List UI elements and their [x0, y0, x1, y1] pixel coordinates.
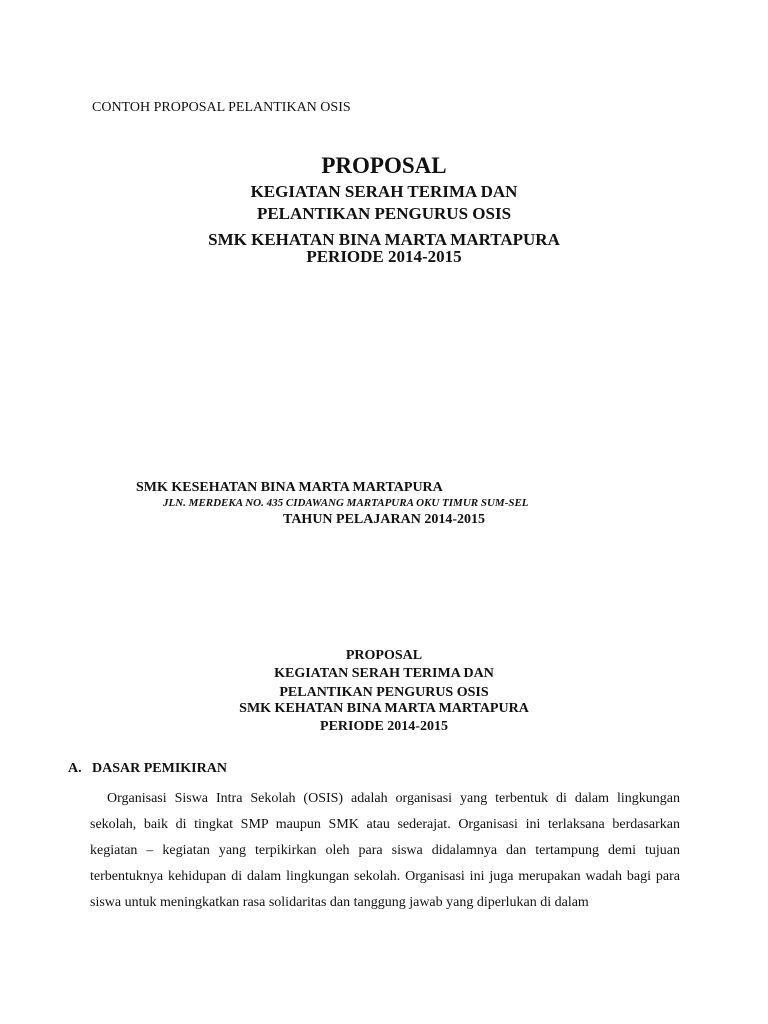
header-note: CONTOH PROPOSAL PELANTIKAN OSIS	[92, 100, 351, 115]
second-line-4: PERIODE 2014-2015	[320, 719, 448, 734]
cover-line-4: PERIODE 2014-2015	[306, 247, 462, 266]
section-a-paragraph: Organisasi Siswa Intra Sekolah (OSIS) adalah organisasi yang terbentuk di dalam lingkungan sekolah, baik di tingkat SMP maupun SMK atau sederajat. Organisasi ini terlaksana berdasarkan kegiatan – kegiatan yang terpikirkan oleh para siswa didalamnya dan tertampung demi tujuan terbentuknya kehidupan di dalam lingkungan sekolah. Organisasi ini juga merupakan wadah bagi para siswa untuk meningkatkan rasa solidaritas dan tanggung jawab yang diperlukan di dalam	[90, 791, 680, 910]
school-year: TAHUN PELAJARAN 2014-2015	[283, 512, 485, 527]
school-name: SMK KESEHATAN BINA MARTA MARTAPURA	[136, 480, 443, 495]
cover-line-3: SMK KEHATAN BINA MARTA MARTAPURA	[208, 230, 560, 249]
school-address: JLN. MERDEKA NO. 435 CIDAWANG MARTAPURA OKU TIMUR SUM-SEL	[163, 497, 529, 509]
second-line-1: KEGIATAN SERAH TERIMA DAN	[274, 666, 494, 681]
cover-title: PROPOSAL	[321, 153, 447, 178]
cover-line-1: KEGIATAN SERAH TERIMA DAN	[250, 182, 518, 201]
second-line-3: SMK KEHATAN BINA MARTA MARTAPURA	[239, 701, 529, 716]
section-a-number: A.	[68, 761, 82, 776]
cover-line-2: PELANTIKAN PENGURUS OSIS	[256, 204, 512, 223]
second-line-2: PELANTIKAN PENGURUS OSIS	[279, 685, 489, 700]
section-a-heading	[68, 761, 227, 777]
section-a-title: DASAR PEMIKIRAN	[92, 761, 227, 776]
second-title: PROPOSAL	[345, 648, 423, 663]
